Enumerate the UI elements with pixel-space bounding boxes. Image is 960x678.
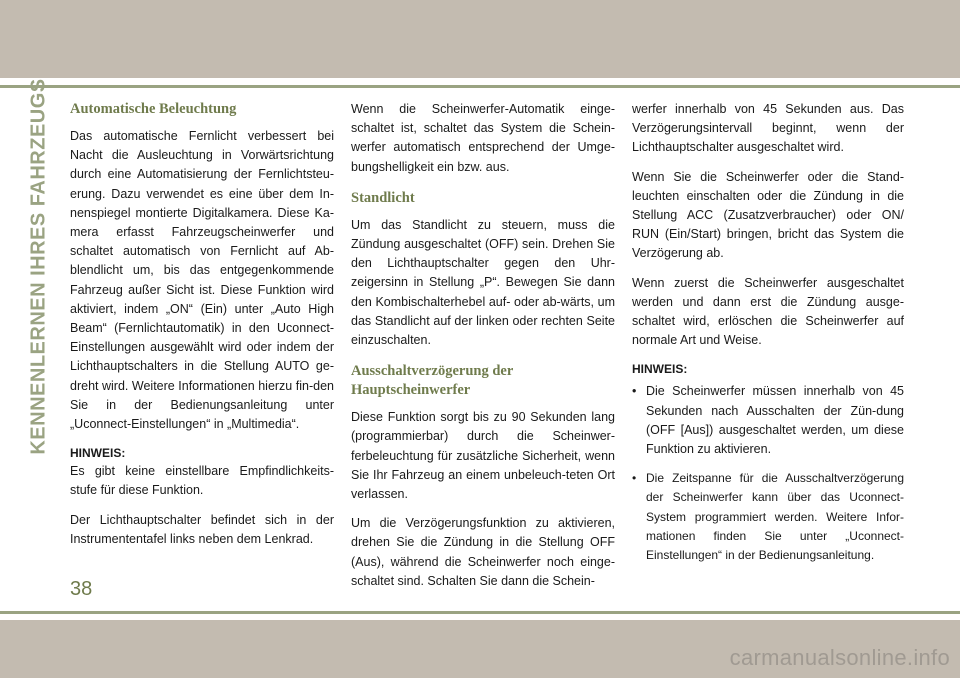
paragraph: Wenn zuerst die Scheinwerfer ausgeschaltet werden und dann erst die Zündung ausge-schaltet wird, erlöschen die Scheinwerfer auf normale Art und Weise. xyxy=(632,275,904,348)
bullet-marker: • xyxy=(632,471,637,486)
heading-line: Ausschaltverzögerung der xyxy=(351,363,514,380)
heading-standlicht: Standlicht xyxy=(351,189,415,206)
list-item-text: Die Scheinwerfer müssen innerhalb von 45 Sekunden nach Ausschalten der Zün-dung (OFF [Aus]) ausgeschaltet werden, um diese Funktion zu aktivieren. xyxy=(646,384,904,457)
paragraph: Um die Verzögerungsfunktion zu aktivieren, drehen Sie die Zündung in die Stellung OFF (Aus), während die Scheinwerfer noch einge-schaltet sind. Schalten Sie dann die Schein- xyxy=(351,516,615,588)
column-2 xyxy=(351,100,615,601)
heading-ausschaltverzoegerung xyxy=(351,362,615,400)
heading-automatische-beleuchtung: Automatische Beleuchtung xyxy=(70,101,237,117)
top-band xyxy=(0,0,960,78)
paragraph: Um das Standlicht zu steuern, muss die Zündung ausgeschaltet (OFF) sein. Drehen Sie den Lichthauptschalter gegen den Uhr-zeigersinn in Stellung „P“. Bewegen Sie dann den Kombischalterhebel auf- oder ab-wärts, um das Standlicht auf der linken oder rechten Seite einzuschalten. xyxy=(351,217,615,348)
column-3 xyxy=(632,100,904,575)
paragraph: Diese Funktion sorgt bis zu 90 Sekunden lang (programmierbar) durch die Scheinwer-ferbeleuchtung für zusätzliche Sicherheit, wenn Sie Ihr Fahrzeug an einem unbeleuch-teten Ort verlassen. xyxy=(351,410,615,502)
note-label: HINWEIS: xyxy=(70,446,126,461)
bullet-marker: • xyxy=(632,384,637,399)
list-item-text: Die Zeitspanne für die Ausschaltverzögerung der Scheinwerfer kann über das Uconnect-System programmiert werden. Weitere Infor-mationen finden Sie unter „Uconnect-Einstellungen“ in der Bedienungsanleitung. xyxy=(646,471,904,563)
heading-line: Hauptscheinwerfer xyxy=(351,382,471,399)
paragraph: Wenn Sie die Scheinwerfer oder die Stand-leuchten einschalten oder die Zündung in die Stellung ACC (Zusatzverbraucher) oder ON/ RUN (Ein/Start) bringen, bricht das System die Verzögerung ab. xyxy=(632,169,904,261)
bottom-rule xyxy=(0,611,960,614)
paragraph: werfer innerhalb von 45 Sekunden aus. Das Verzögerungsintervall beginnt, wenn der Lichthauptschalter ausgeschaltet wird. xyxy=(632,102,904,155)
paragraph: Der Lichthauptschalter befindet sich in der Instrumententafel links neben dem Lenkrad. xyxy=(70,512,334,546)
column-1 xyxy=(70,100,334,559)
note-text: Es gibt keine einstellbare Empfindlichkeits-stufe für diese Funktion. xyxy=(70,464,334,498)
top-rule xyxy=(0,85,960,88)
list-item xyxy=(632,382,904,459)
note-list xyxy=(632,382,904,565)
paragraph: Wenn die Scheinwerfer-Automatik einge-schaltet ist, schaltet das System die Schein-werfer automatisch entsprechend der Umge-bungshelligkeit ein bzw. aus. xyxy=(351,102,615,174)
list-item xyxy=(632,469,904,565)
watermark-text[interactable]: carmanualsonline.info xyxy=(729,645,950,670)
side-title-text: KENNENLERNEN IHRES FAHRZEUGS xyxy=(27,77,50,455)
note-label: HINWEIS: xyxy=(632,362,688,377)
page-number: 38 xyxy=(70,578,93,600)
paragraph: Das automatische Fernlicht verbessert bei Nacht die Ausleuchtung in Vorwärtsrichtung durch eine Automatisierung der Fernlichtsteu-erung. Dazu verwendet es eine über dem In-nenspiegel montierte Digitalkamera. Diese Ka-mera erfasst Fahrzeugscheinwerfer und schaltet automatisch von Fernlicht auf Ab-blendlicht um, bis das entgegenkommende Fahrzeug außer Sicht ist. Diese Funktion wird aktiviert, indem „ON“ (Ein) unter „Auto High Beam“ (Fernlichtautomatik) in den Uconnect-Einstellungen ausgewählt wird oder indem der Lichthauptschalters in die Stellung AUTO ge-dreht wird. Weitere Informationen hierzu fin-den Sie in der Bedienungsanleitung unter „Uconnect-Einstellungen“ in „Multimedia“. xyxy=(70,129,334,432)
side-title xyxy=(24,77,54,455)
